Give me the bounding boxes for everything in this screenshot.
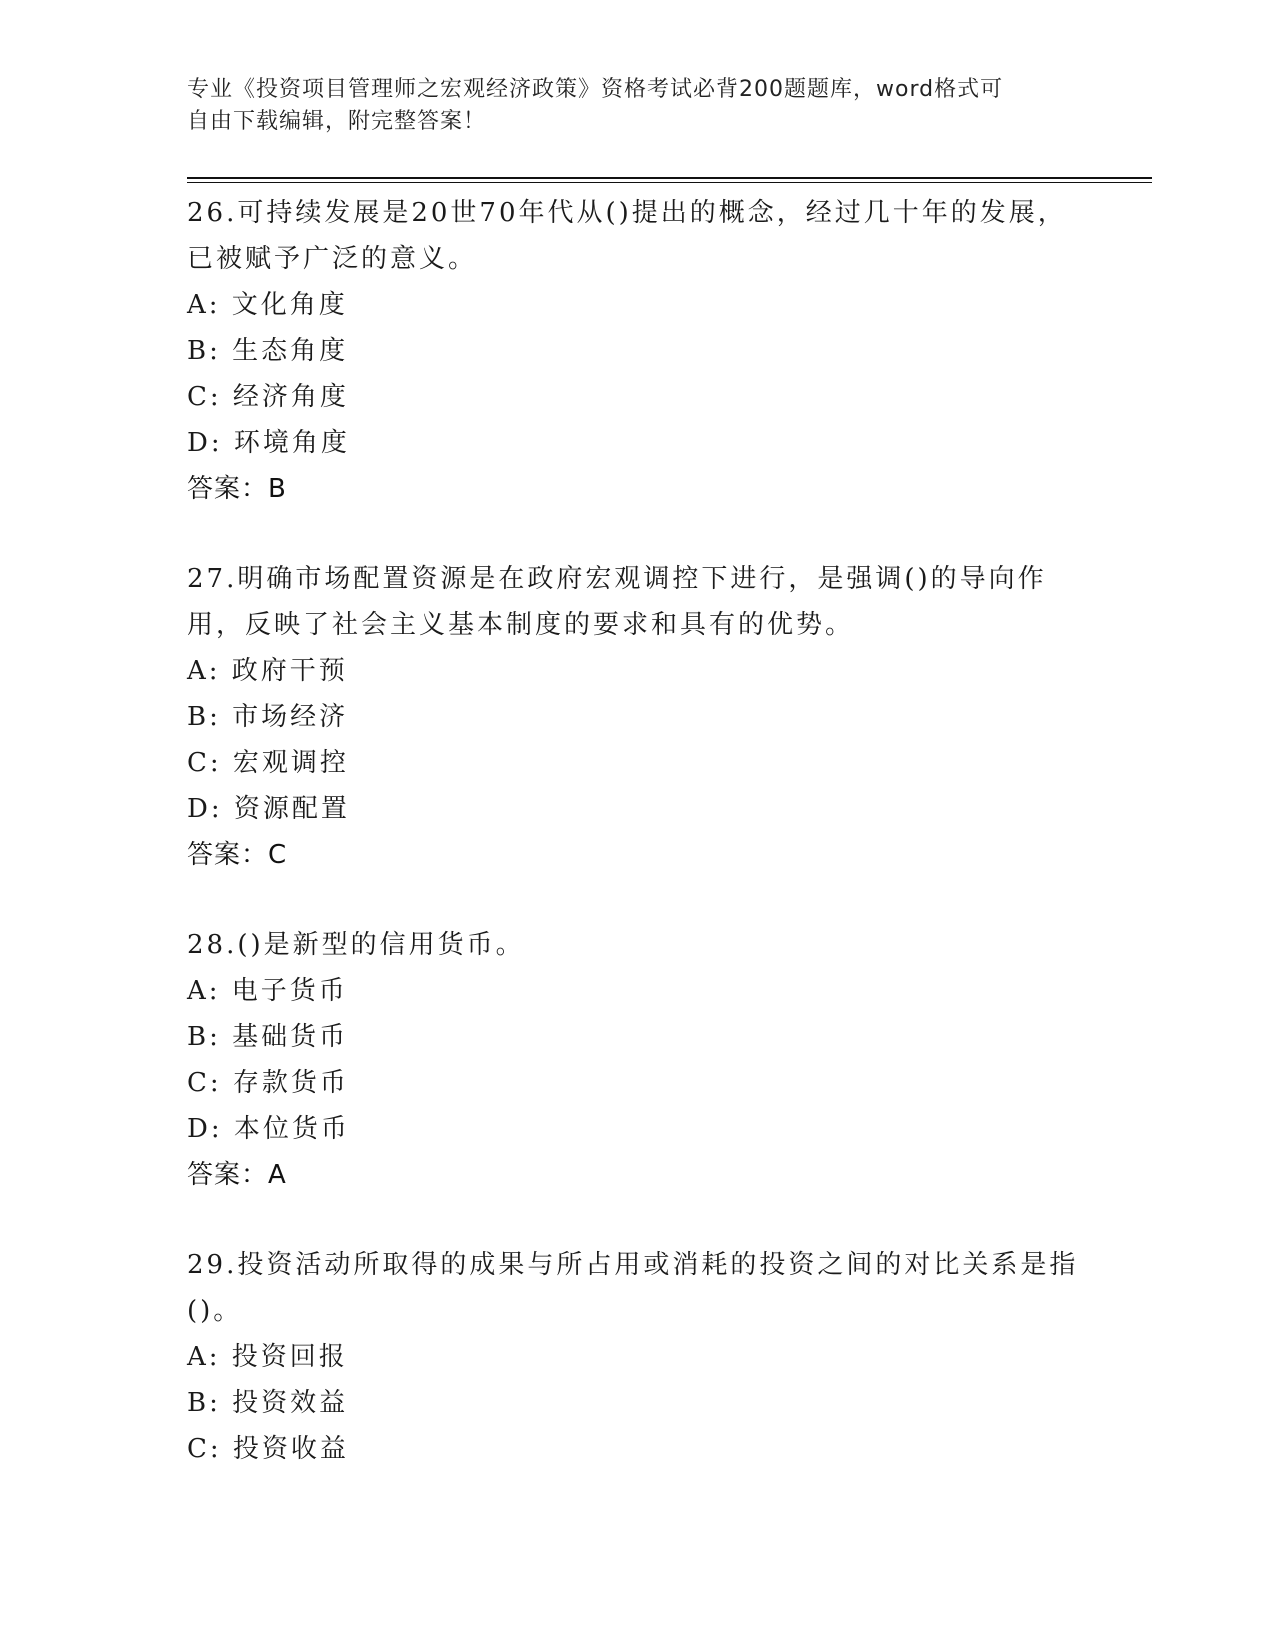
option-a: A: 文化角度 xyxy=(187,290,348,320)
option-a: A: 政府干预 xyxy=(187,656,348,686)
header-line-1: 专业《投资项目管理师之宏观经济政策》资格考试必背200题题库，word格式可 xyxy=(187,77,1004,102)
question-28 xyxy=(187,922,1087,1198)
option-c: C: 经济角度 xyxy=(187,382,349,412)
question-text: 28.()是新型的信用货币。 xyxy=(187,930,525,960)
answer-label: 答案：A xyxy=(187,1160,287,1190)
header-line-2: 自由下载编辑，附完整答案！ xyxy=(187,109,487,134)
question-text: 27.明确市场配置资源是在政府宏观调控下进行，是强调()的导向作用，反映了社会主义基本制度的要求和具有的优势。 xyxy=(187,564,1047,640)
option-b: B: 投资效益 xyxy=(187,1388,349,1418)
option-b: B: 市场经济 xyxy=(187,702,349,732)
document-header xyxy=(187,74,1087,138)
question-27 xyxy=(187,556,1087,878)
header-divider-thick xyxy=(187,177,1152,179)
option-a: A: 电子货币 xyxy=(187,976,348,1006)
question-text: 29.投资活动所取得的成果与所占用或消耗的投资之间的对比关系是指()。 xyxy=(187,1250,1079,1326)
header-divider-thin xyxy=(187,182,1152,183)
option-d: D: 本位货币 xyxy=(187,1114,350,1144)
option-c: C: 宏观调控 xyxy=(187,748,349,778)
option-c: C: 存款货币 xyxy=(187,1068,349,1098)
option-d: D: 环境角度 xyxy=(187,428,350,458)
option-d: D: 资源配置 xyxy=(187,794,350,824)
option-c: C: 投资收益 xyxy=(187,1434,349,1464)
option-a: A: 投资回报 xyxy=(187,1342,348,1372)
question-list xyxy=(187,190,1087,1516)
question-29 xyxy=(187,1242,1087,1472)
option-b: B: 基础货币 xyxy=(187,1022,349,1052)
answer-label: 答案：C xyxy=(187,840,288,870)
answer-label: 答案：B xyxy=(187,474,287,504)
question-text: 26.可持续发展是20世70年代从()提出的概念，经过几十年的发展，已被赋予广泛的意义。 xyxy=(187,198,1067,274)
question-26 xyxy=(187,190,1087,512)
option-b: B: 生态角度 xyxy=(187,336,349,366)
